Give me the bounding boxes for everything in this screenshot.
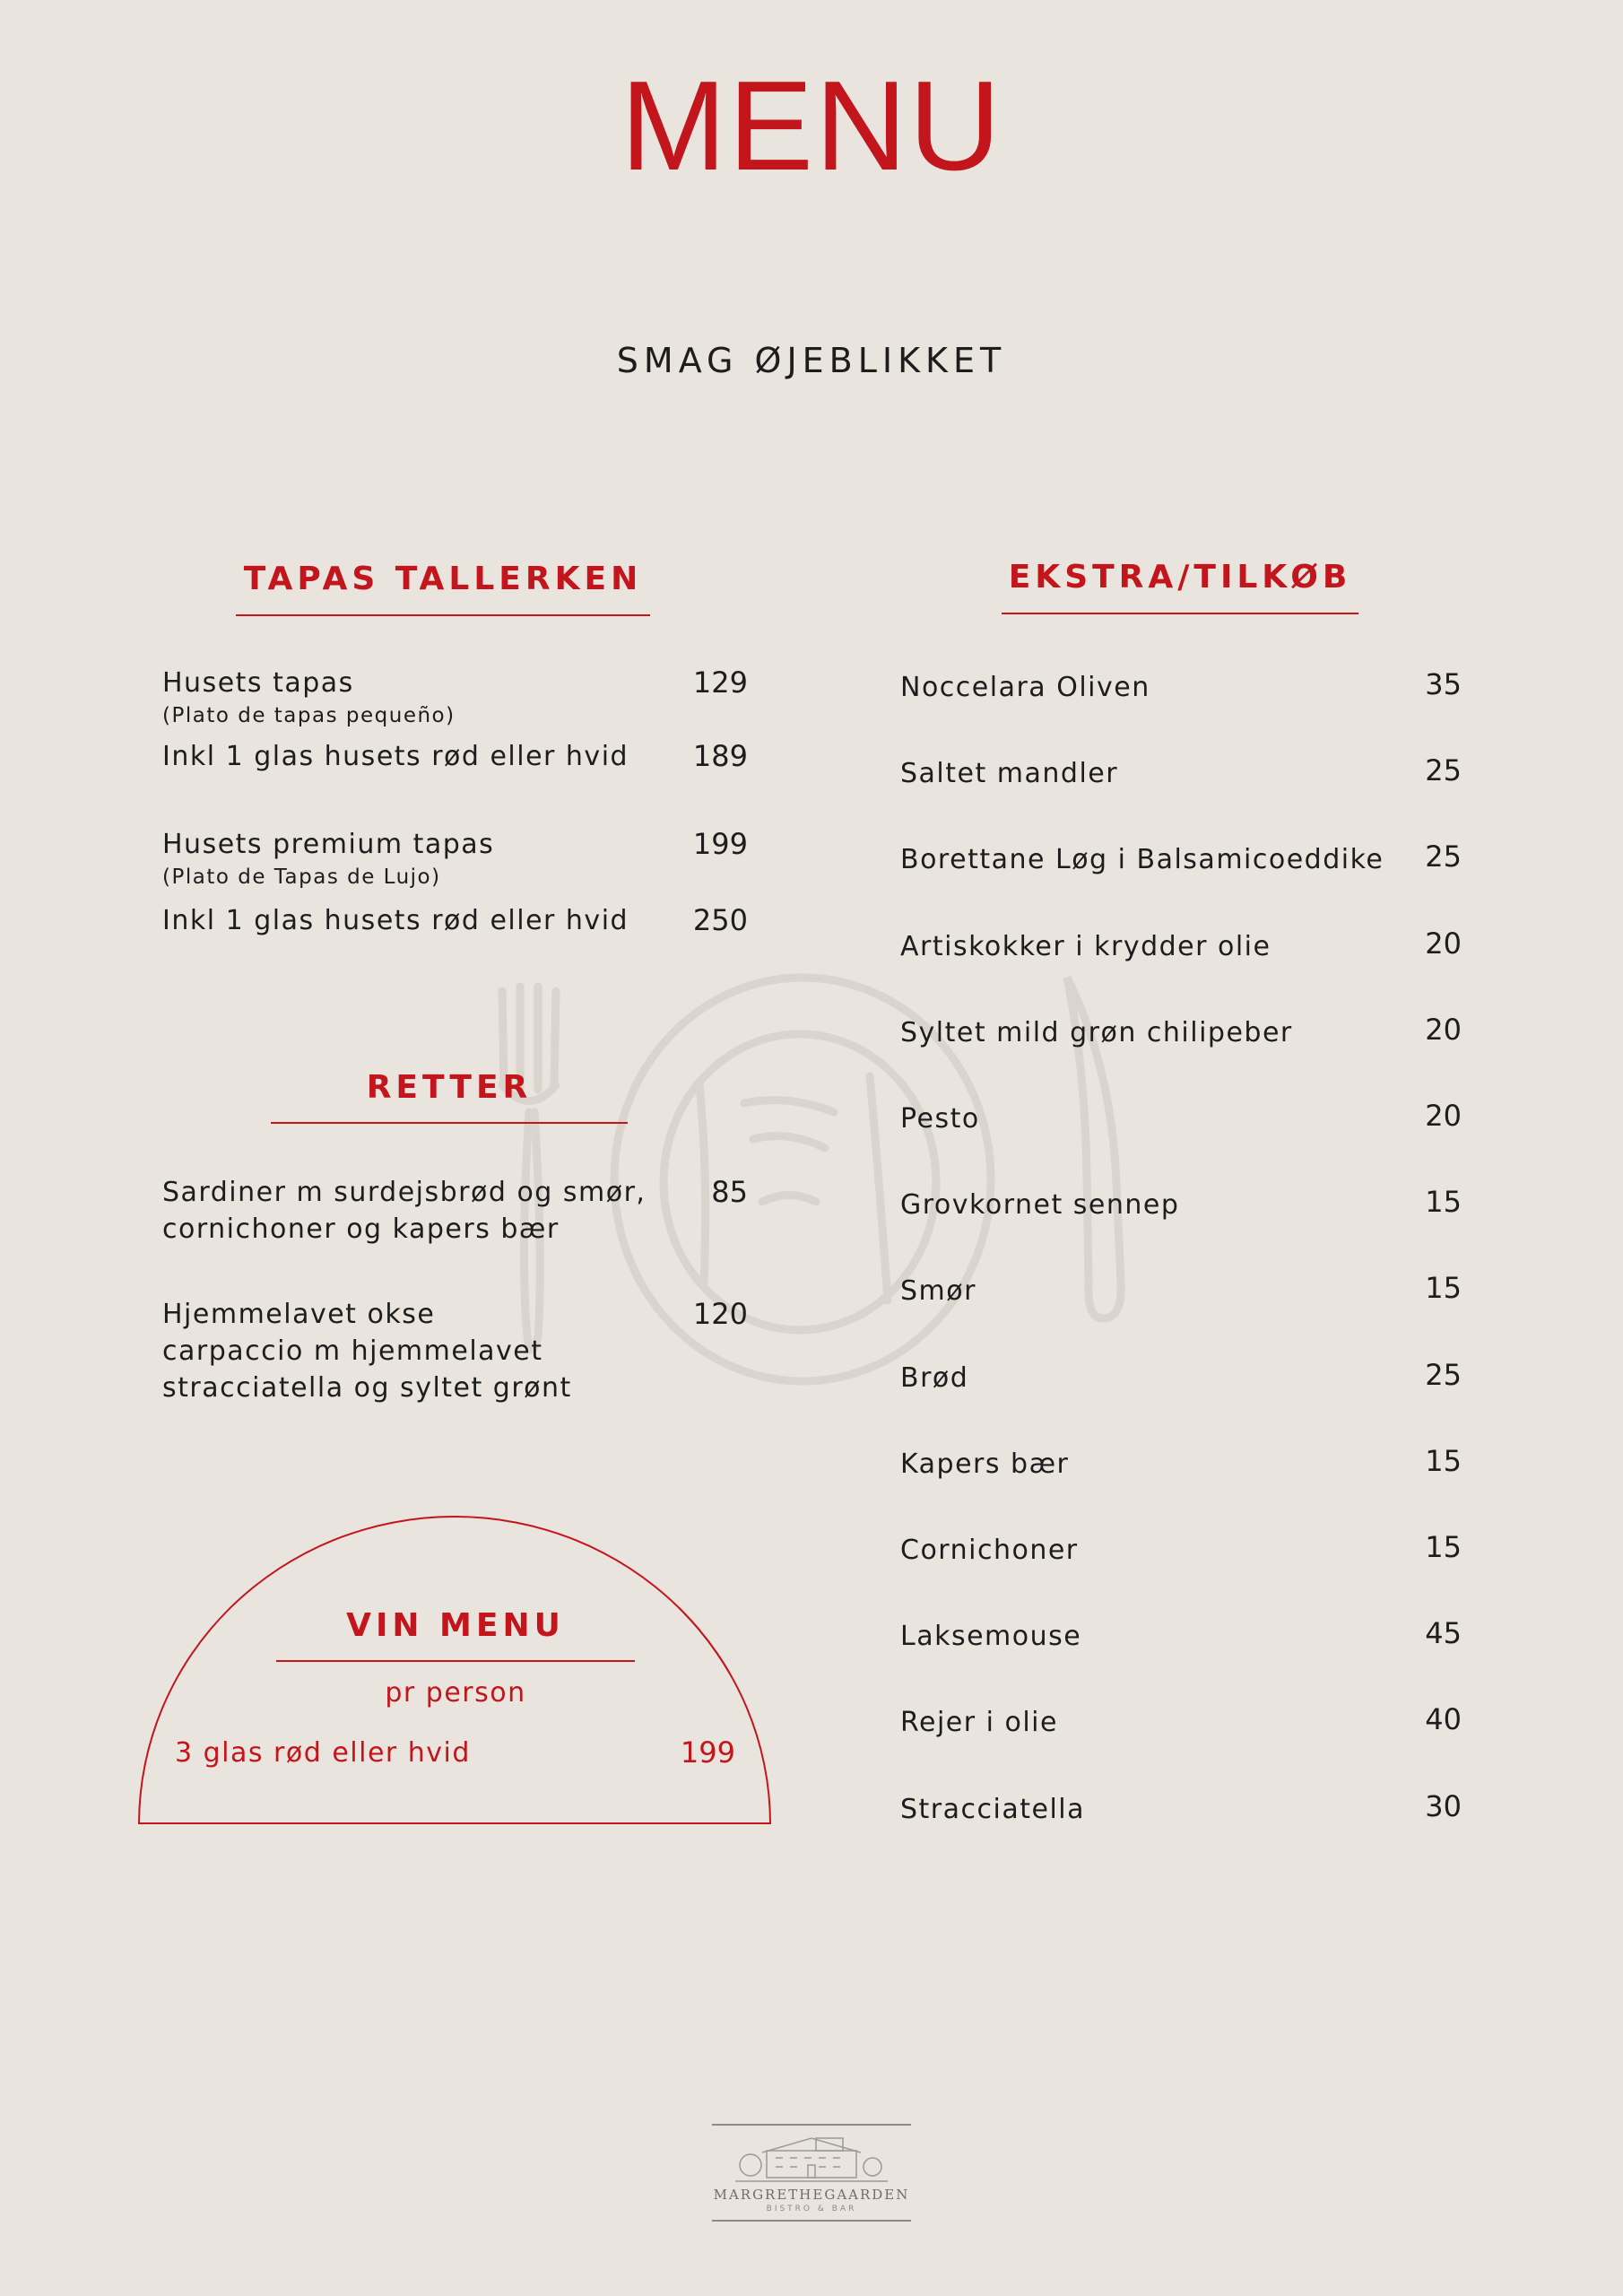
extra-item-price: 25: [1425, 753, 1462, 787]
extra-item-price: 45: [1425, 1616, 1462, 1650]
wine-menu-subtitle: pr person: [385, 1677, 526, 1709]
logo-divider-top: [712, 2124, 911, 2126]
menu-item-note: (Plato de Tapas de Lujo): [162, 865, 441, 889]
extra-item-name: Pesto: [900, 1103, 980, 1135]
extra-item-price: 20: [1425, 1099, 1462, 1133]
extra-item-name: Borettane Løg i Balsamicoeddike: [900, 844, 1384, 875]
extra-item-price: 15: [1425, 1444, 1462, 1478]
extra-item-name: Kapers bær: [900, 1448, 1070, 1480]
extra-item-price: 15: [1425, 1530, 1462, 1564]
dish-line: Hjemmelavet okse: [162, 1299, 436, 1330]
section-heading-tapas: TAPAS TALLERKEN: [243, 561, 643, 597]
divider: [236, 614, 650, 616]
extra-item-name: Artiskokker i krydder olie: [900, 931, 1271, 962]
divider: [1002, 613, 1358, 614]
tagline: SMAG ØJEBLIKKET: [616, 341, 1007, 380]
menu-item-option: Inkl 1 glas husets rød eller hvid: [162, 905, 629, 936]
dish-line: stracciatella og syltet grønt: [162, 1372, 572, 1404]
menu-item-price: 199: [692, 827, 748, 861]
dish-price: 85: [711, 1175, 748, 1209]
extra-item-price: 15: [1425, 1271, 1462, 1305]
section-heading-ekstra: EKSTRA/TILKØB: [1008, 559, 1352, 596]
logo-divider-bottom: [712, 2220, 911, 2222]
extra-item-price: 25: [1425, 1358, 1462, 1392]
page-title: MENU: [620, 55, 1003, 197]
divider: [271, 1122, 628, 1124]
extra-item-price: 25: [1425, 839, 1462, 874]
extra-item-name: Syltet mild grøn chilipeber: [900, 1017, 1293, 1048]
extra-item-name: Cornichoner: [900, 1535, 1079, 1566]
extra-item-name: Rejer i olie: [900, 1707, 1058, 1738]
logo-name: MARGRETHEGAARDEN: [713, 2187, 910, 2203]
dish-price: 120: [692, 1297, 748, 1331]
extra-item-name: Stracciatella: [900, 1794, 1086, 1825]
building-logo-icon: [731, 2131, 892, 2185]
section-heading-vin: VIN MENU: [346, 1607, 565, 1644]
divider: [276, 1660, 635, 1662]
menu-item-option-price: 189: [692, 739, 748, 773]
extra-item-name: Noccelara Oliven: [900, 672, 1150, 703]
dish-line: cornichoner og kapers bær: [162, 1213, 560, 1245]
extra-item-name: Grovkornet sennep: [900, 1189, 1180, 1221]
extra-item-name: Smør: [900, 1275, 976, 1307]
logo-subtitle: BISTRO & BAR: [766, 2205, 857, 2213]
wine-menu-arch: [138, 1516, 771, 1824]
menu-item-note: (Plato de tapas pequeño): [162, 704, 456, 727]
menu-item-option: Inkl 1 glas husets rød eller hvid: [162, 741, 629, 772]
extra-item-price: 35: [1425, 667, 1462, 701]
dish-line: carpaccio m hjemmelavet: [162, 1335, 543, 1367]
wine-menu-price: 199: [680, 1735, 735, 1770]
wine-menu-item: 3 glas rød eller hvid: [175, 1737, 471, 1769]
extra-item-price: 30: [1425, 1789, 1462, 1823]
section-heading-retter: RETTER: [366, 1069, 533, 1106]
menu-item-price: 129: [692, 665, 748, 700]
menu-item-option-price: 250: [692, 903, 748, 937]
extra-item-price: 20: [1425, 1013, 1462, 1047]
extra-item-price: 40: [1425, 1702, 1462, 1736]
menu-item-name: Husets premium tapas: [162, 829, 495, 860]
extra-item-price: 15: [1425, 1185, 1462, 1219]
dish-line: Sardiner m surdejsbrød og smør,: [162, 1177, 647, 1208]
menu-item-name: Husets tapas: [162, 667, 354, 699]
extra-item-name: Saltet mandler: [900, 758, 1119, 789]
extra-item-name: Laksemouse: [900, 1621, 1082, 1652]
extra-item-price: 20: [1425, 926, 1462, 961]
extra-item-name: Brød: [900, 1362, 969, 1394]
